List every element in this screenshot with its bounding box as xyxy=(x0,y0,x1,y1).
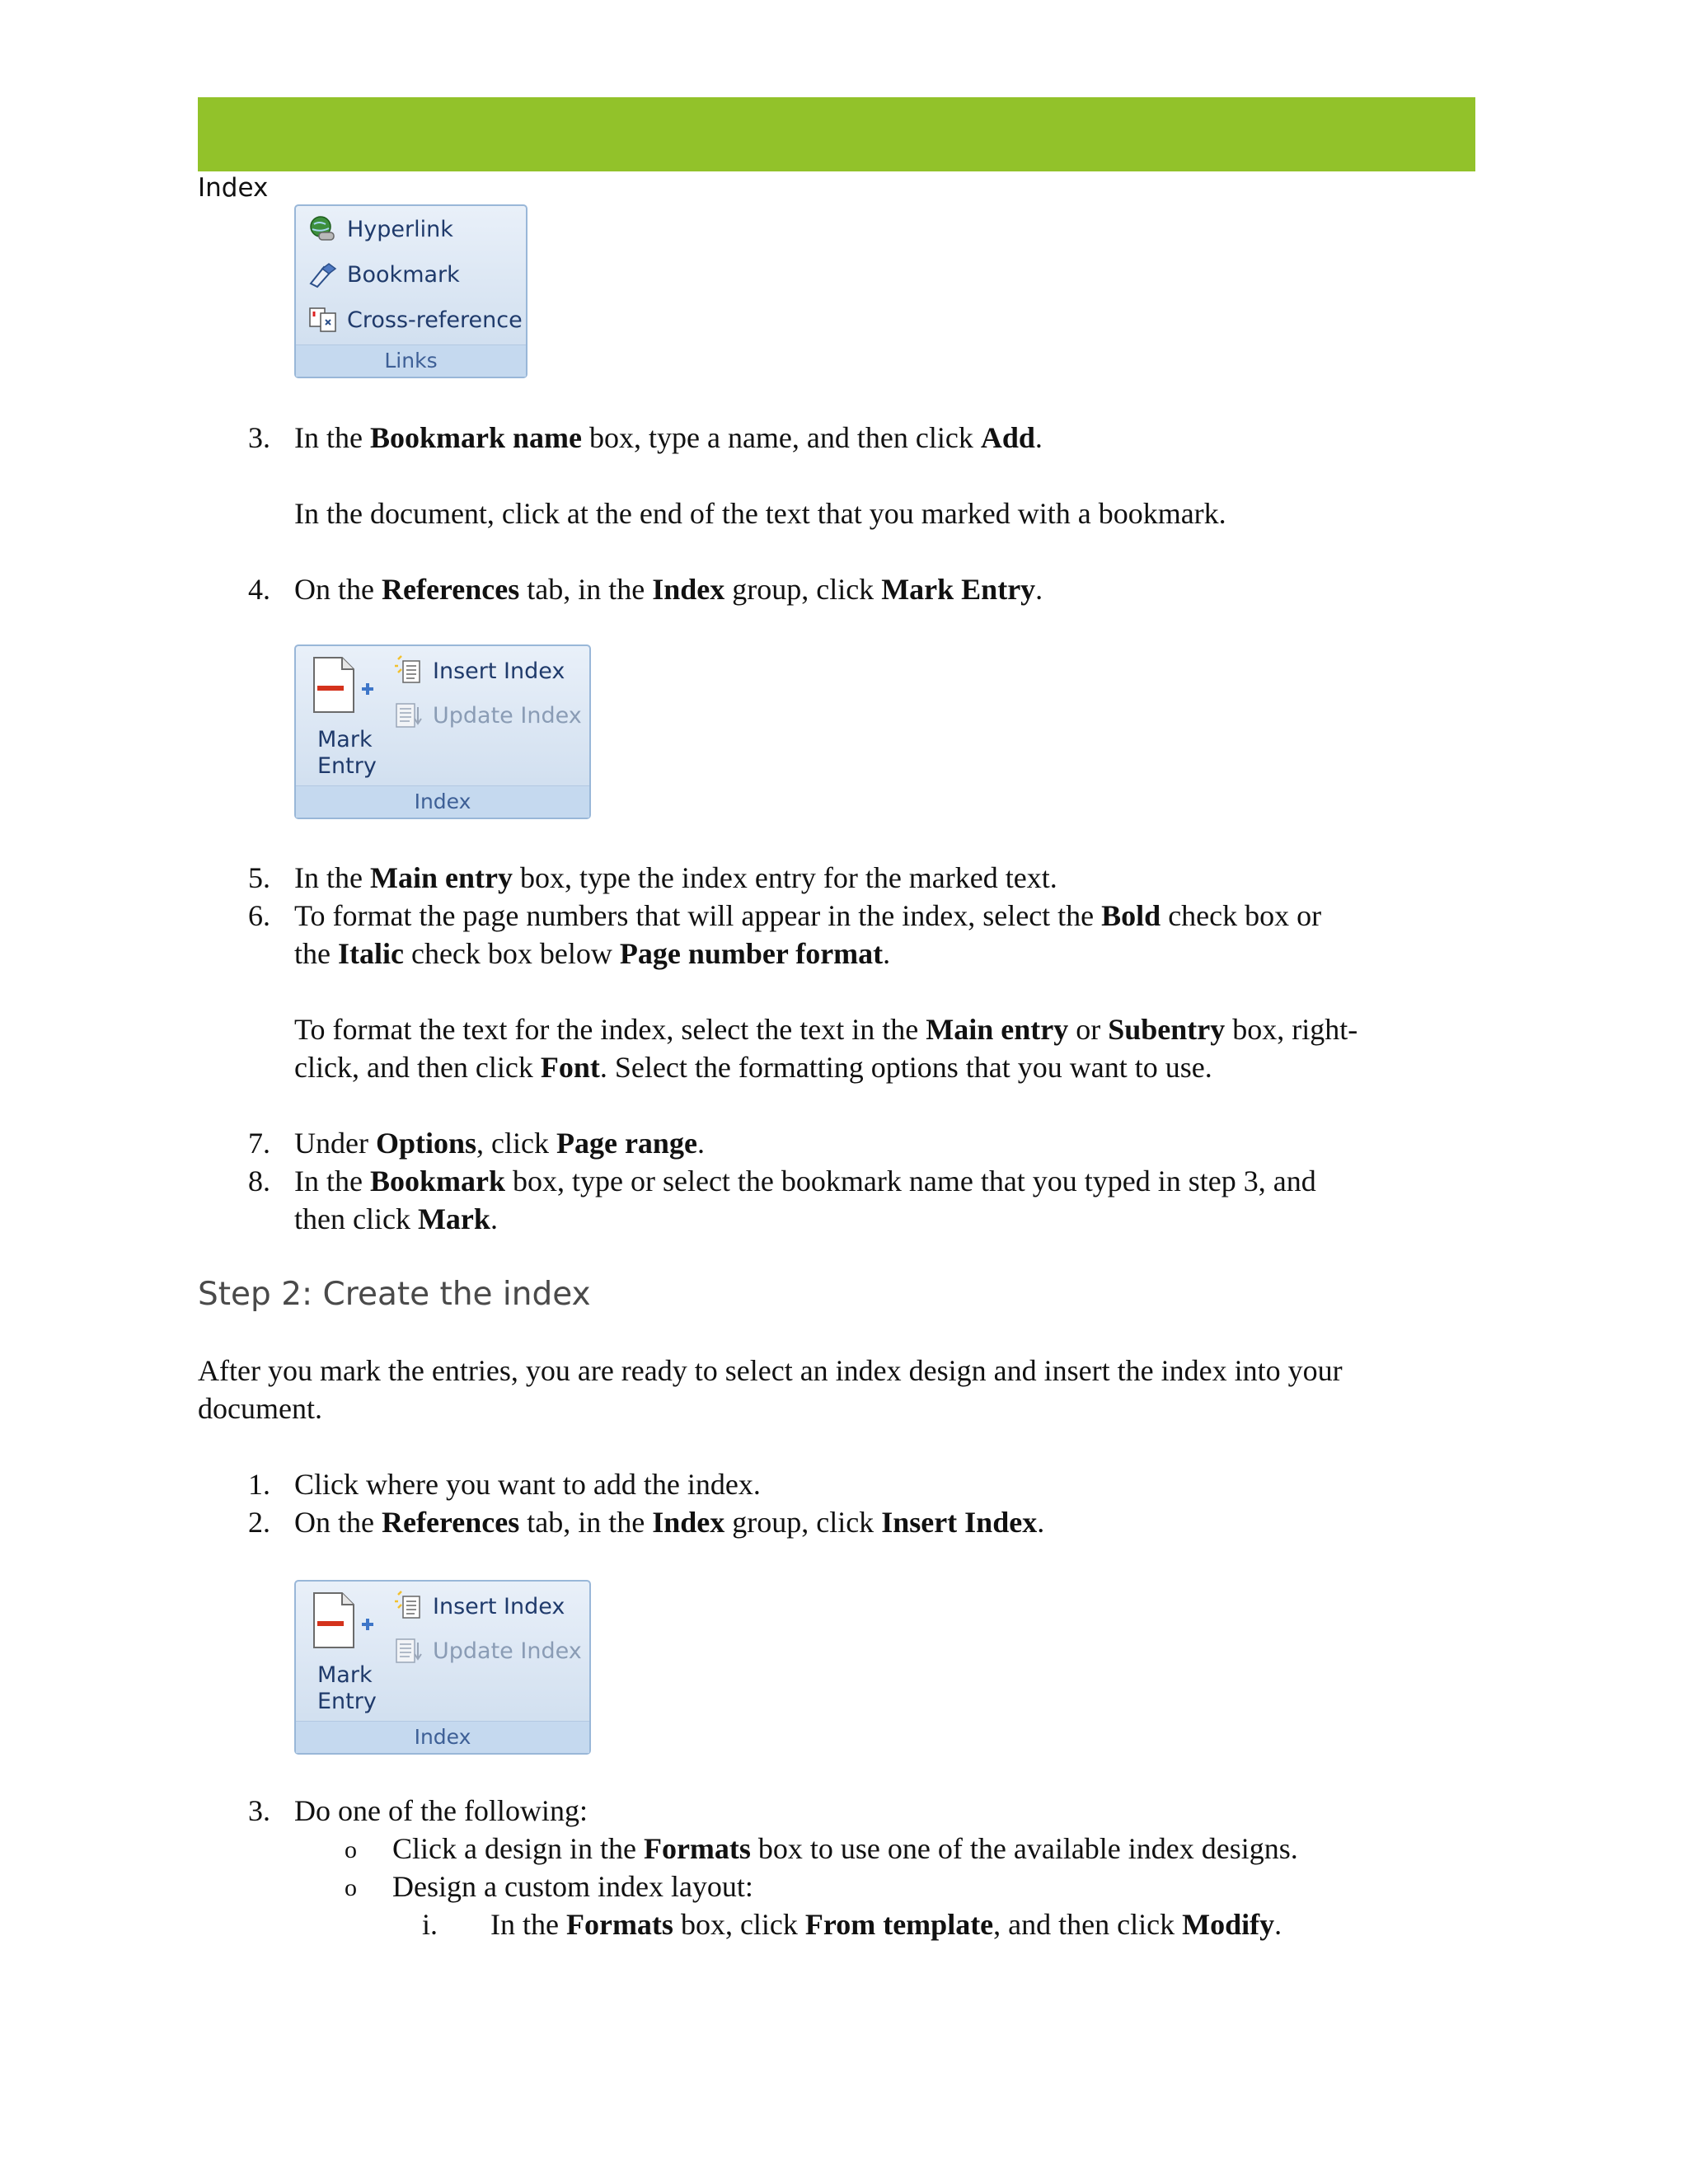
mark-entry-label[interactable]: Mark Entry xyxy=(317,727,377,779)
section-heading: Step 2: Create the index xyxy=(198,1276,591,1313)
paragraph: click, and then click Font. Select the formatting options that you want to use. xyxy=(294,1051,1212,1084)
cross-reference-icon xyxy=(307,305,339,335)
mark-entry-icon xyxy=(311,1591,382,1649)
step-text: then click Mark. xyxy=(294,1202,498,1235)
step-text: In the Bookmark box, type or select the bookmark name that you typed in step 3, and xyxy=(294,1165,1316,1197)
paragraph: In the document, click at the end of the text that you marked with a bookmark. xyxy=(294,497,1226,530)
step-number: 1. xyxy=(248,1468,270,1501)
cross-reference-button[interactable]: Cross-reference xyxy=(347,307,523,333)
mark-entry-icon xyxy=(311,656,382,714)
roman-text: In the Formats box, click From template, and then click Modify. xyxy=(490,1908,1282,1941)
bookmark-button[interactable]: Bookmark xyxy=(347,262,460,288)
step-number: 5. xyxy=(248,861,270,894)
step-number: 8. xyxy=(248,1165,270,1197)
step-text: In the Main entry box, type the index entry for the marked text. xyxy=(294,861,1057,894)
step-text: the Italic check box below Page number format. xyxy=(294,937,891,970)
step-text: Do one of the following: xyxy=(294,1794,588,1827)
step-number: 4. xyxy=(248,573,270,606)
step-number: 3. xyxy=(248,421,270,454)
update-index-button: Update Index xyxy=(433,703,582,729)
header-label: Index xyxy=(198,173,269,203)
step-number: 6. xyxy=(248,899,270,932)
index-ribbon-group xyxy=(294,644,591,819)
mark-entry-label[interactable]: Mark Entry xyxy=(317,1662,377,1714)
bullet-text: Design a custom index layout: xyxy=(392,1870,753,1903)
hyperlink-button[interactable]: Hyperlink xyxy=(347,217,453,242)
step-text: In the Bookmark name box, type a name, and then click Add. xyxy=(294,421,1043,454)
step-text: Click where you want to add the index. xyxy=(294,1468,761,1501)
insert-index-icon xyxy=(393,654,424,686)
step-text: Under Options, click Page range. xyxy=(294,1127,705,1160)
paragraph: document. xyxy=(198,1392,322,1425)
links-group-label: Links xyxy=(296,344,526,377)
update-index-icon xyxy=(393,701,426,730)
bookmark-icon xyxy=(307,260,339,288)
insert-index-button[interactable]: Insert Index xyxy=(433,658,565,684)
update-index-button: Update Index xyxy=(433,1638,582,1664)
bullet-text: Click a design in the Formats box to use one of the available index designs. xyxy=(392,1832,1298,1865)
index-ribbon-group xyxy=(294,1580,591,1755)
step-number: 7. xyxy=(248,1127,270,1160)
step-number: 3. xyxy=(248,1794,270,1827)
header-bar xyxy=(198,97,1475,171)
paragraph: To format the text for the index, select the text in the Main entry or Subentry box, right- xyxy=(294,1013,1358,1046)
index-group-label: Index xyxy=(296,1721,589,1753)
bullet-marker: o xyxy=(345,1836,357,1863)
step-text: On the References tab, in the Index group, click Mark Entry. xyxy=(294,573,1043,606)
insert-index-button[interactable]: Insert Index xyxy=(433,1594,565,1619)
roman-number: i. xyxy=(422,1908,438,1941)
hyperlink-icon xyxy=(307,214,337,244)
insert-index-icon xyxy=(393,1590,424,1621)
paragraph: After you mark the entries, you are ready to select an index design and insert the index into your xyxy=(198,1354,1343,1387)
step-text: On the References tab, in the Index group, click Insert Index. xyxy=(294,1506,1045,1539)
step-text: To format the page numbers that will appear in the index, select the Bold check box or xyxy=(294,899,1322,932)
step-number: 2. xyxy=(248,1506,270,1539)
links-ribbon-group xyxy=(294,204,528,378)
index-group-label: Index xyxy=(296,785,589,818)
update-index-icon xyxy=(393,1636,426,1666)
bullet-marker: o xyxy=(345,1874,357,1901)
